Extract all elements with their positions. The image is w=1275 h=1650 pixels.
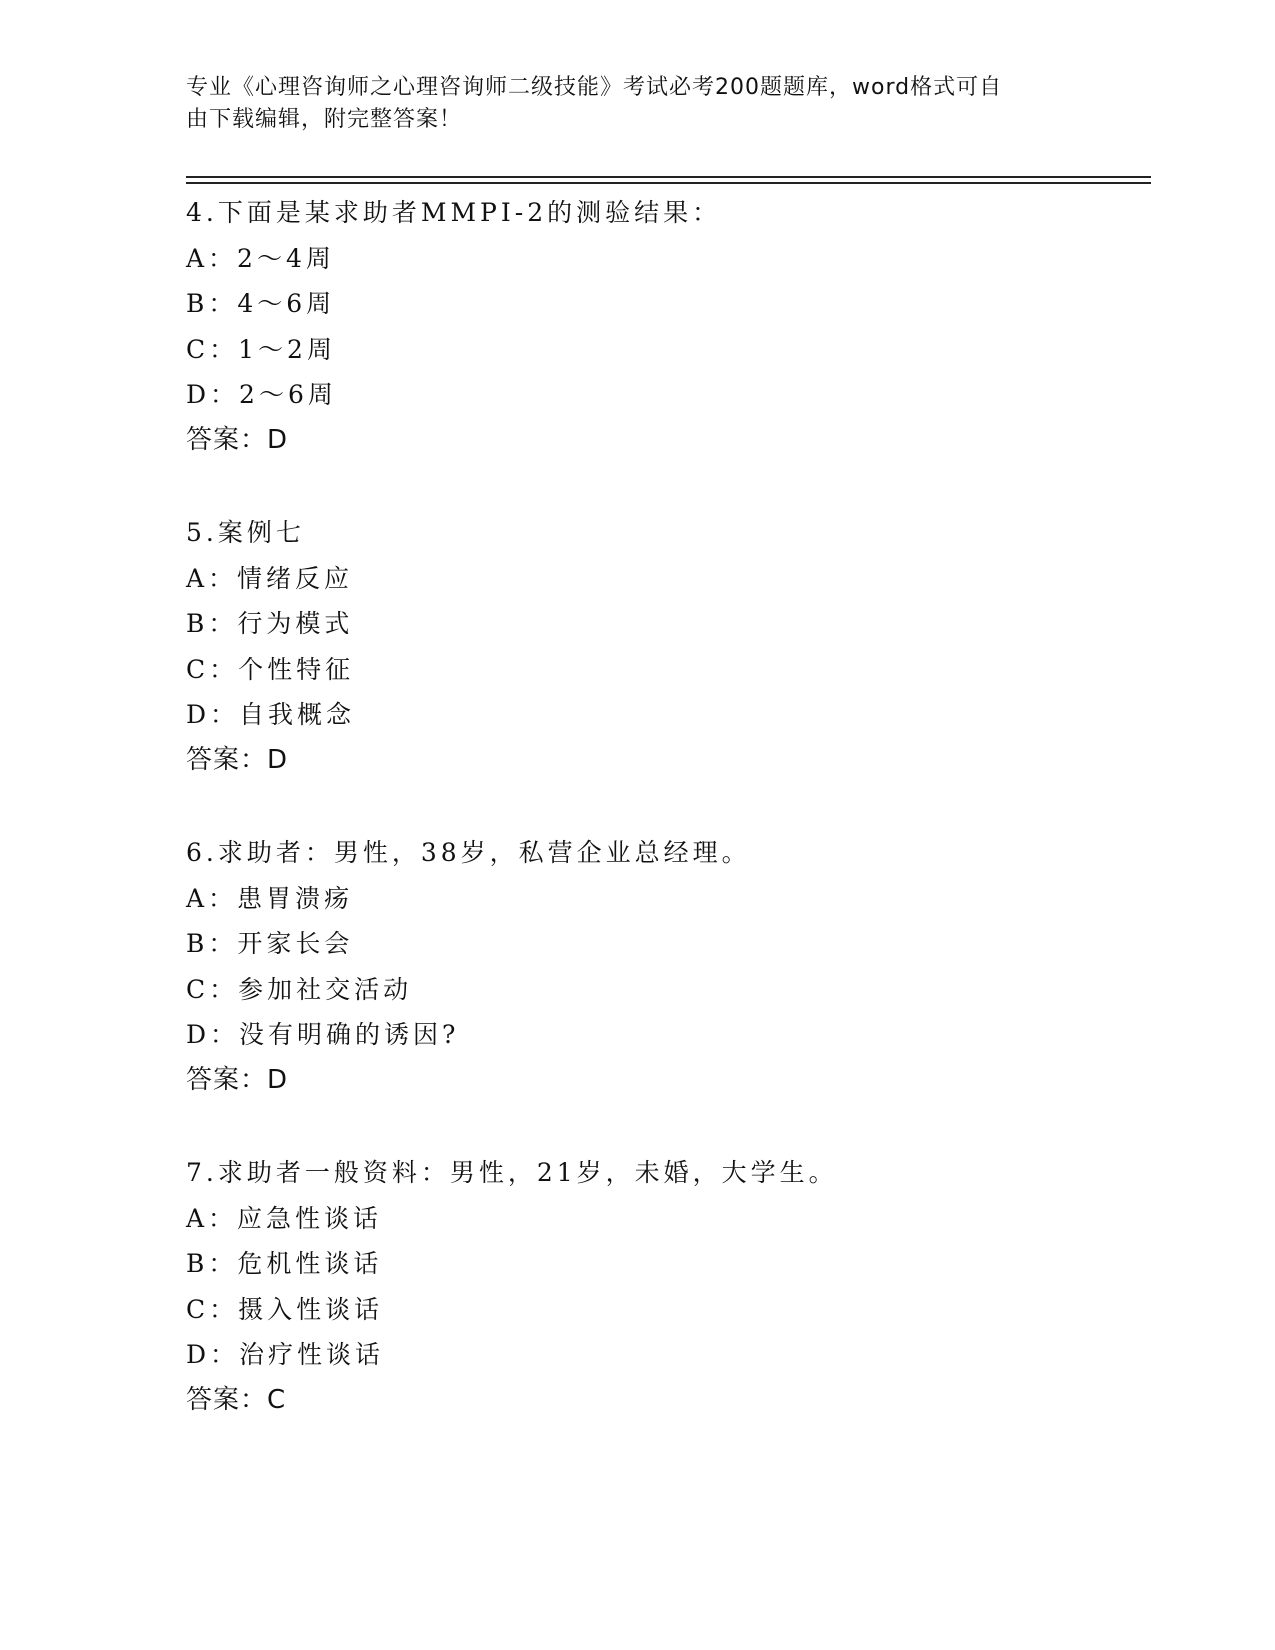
option-d: D：治疗性谈话 (186, 1340, 385, 1369)
option-c: C：摄入性谈话 (186, 1294, 384, 1324)
answer-line: 答案：C (186, 1384, 287, 1415)
option-d: D：没有明确的诱因? (186, 1020, 460, 1049)
header-divider-bottom (186, 182, 1151, 184)
option-c: C：参加社交活动 (186, 974, 413, 1004)
header-divider-top (186, 176, 1151, 178)
header-line-2: 由下载编辑，附完整答案！ (186, 107, 463, 132)
option-b: B：危机性谈话 (186, 1249, 383, 1278)
document-header (186, 72, 1066, 136)
question-7 (186, 1150, 1146, 1423)
option-d: D：自我概念 (186, 700, 356, 729)
answer-line: 答案：D (186, 744, 289, 775)
option-c: C：1～2周 (186, 334, 336, 364)
header-line-1: 专业《心理咨询师之心理咨询师二级技能》考试必考200题题库，word格式可自 (186, 75, 1003, 100)
question-5 (186, 510, 1146, 783)
answer-line: 答案：D (186, 424, 289, 455)
question-6 (186, 830, 1146, 1103)
option-a: A：情绪反应 (186, 563, 354, 593)
question-stem: 4.下面是某求助者MMPI-2的测验结果： (186, 198, 722, 227)
question-4 (186, 190, 1146, 463)
option-d: D：2～6周 (186, 380, 337, 409)
option-a: A：2～4周 (186, 243, 335, 273)
option-a: A：应急性谈话 (186, 1203, 383, 1233)
option-b: B：开家长会 (186, 929, 354, 958)
option-a: A：患胃溃疡 (186, 883, 354, 913)
question-stem: 6.求助者：男性，38岁，私营企业总经理。 (186, 838, 751, 867)
answer-line: 答案：D (186, 1064, 289, 1095)
question-stem: 5.案例七 (186, 518, 305, 547)
option-b: B：4～6周 (186, 289, 336, 318)
question-list (186, 190, 1146, 1470)
question-stem: 7.求助者一般资料：男性，21岁，未婚，大学生。 (186, 1158, 838, 1187)
option-c: C：个性特征 (186, 654, 355, 684)
option-b: B：行为模式 (186, 609, 354, 638)
